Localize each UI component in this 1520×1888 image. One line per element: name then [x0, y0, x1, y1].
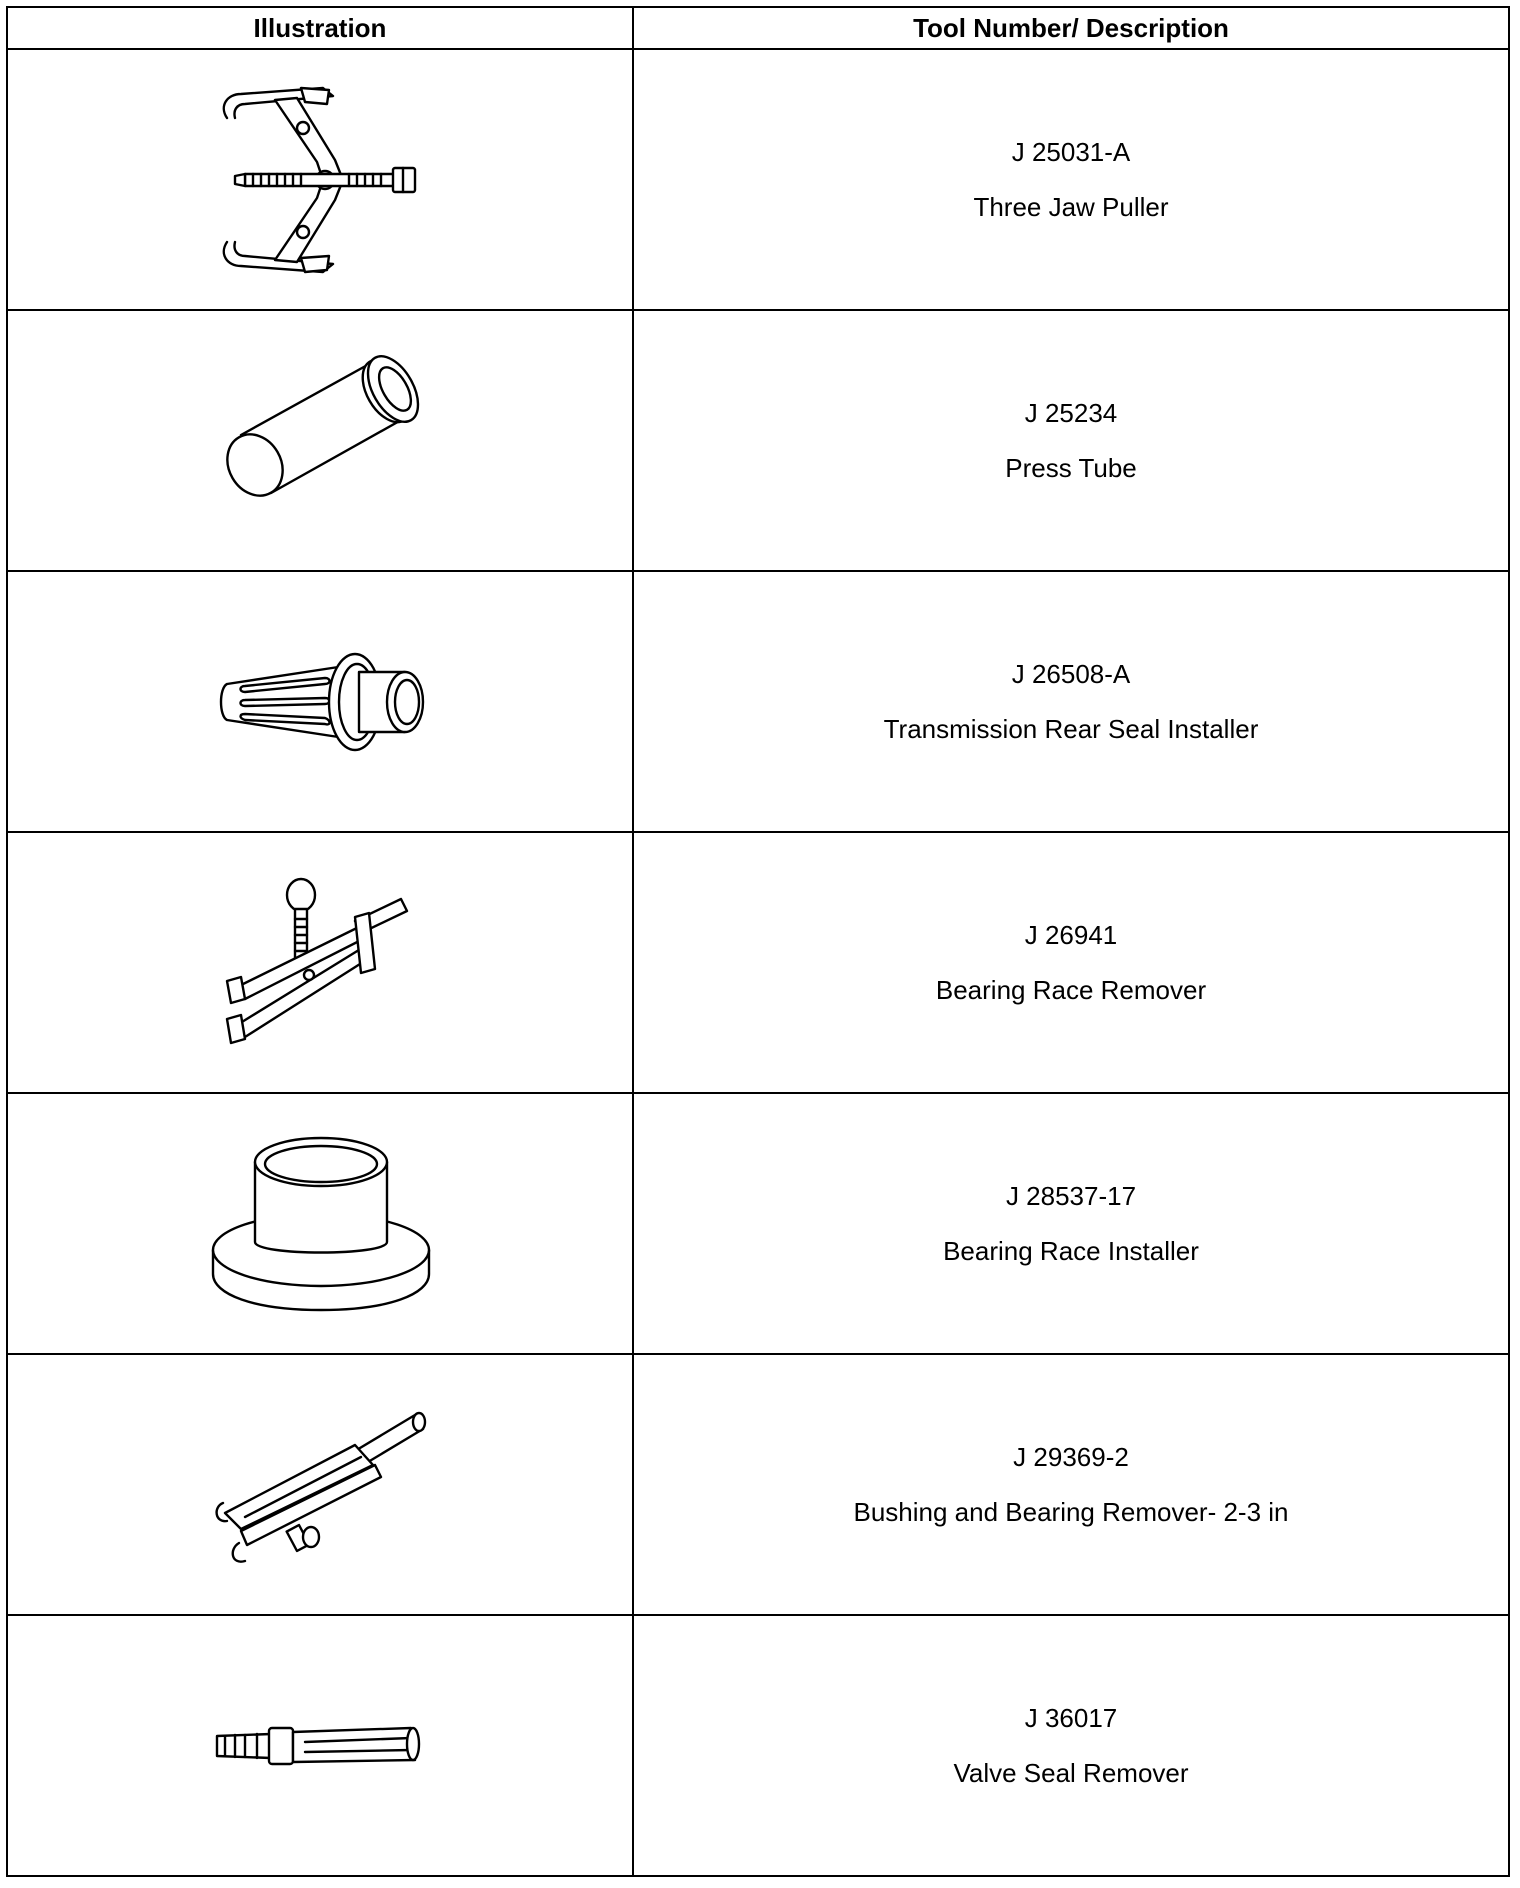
table-row: [7, 310, 1509, 571]
tool-number: J 28537-17: [1005, 1181, 1137, 1211]
table-row: [7, 832, 1509, 1093]
table-row: [7, 1615, 1509, 1876]
description-cell: [633, 310, 1509, 571]
illustration-cell: [7, 49, 633, 310]
tool-number: J 26941: [1024, 920, 1118, 950]
tool-description: Bearing Race Installer: [943, 1236, 1199, 1266]
tool-number: J 36017: [1024, 1703, 1118, 1733]
tool-description: Press Tube: [1005, 453, 1137, 483]
illustration-cell: [7, 1354, 633, 1615]
tool-number: J 26508-A: [1011, 659, 1131, 689]
header-tool-description: Tool Number/ Description: [633, 7, 1509, 49]
header-illustration: Illustration: [7, 7, 633, 49]
table-row: [7, 571, 1509, 832]
tool-description: Bearing Race Remover: [935, 975, 1207, 1005]
seal-installer-icon: [205, 642, 435, 762]
tool-description: Transmission Rear Seal Installer: [883, 714, 1259, 744]
tool-number: J 29369-2: [1013, 1442, 1129, 1472]
tool-number: J 25031-A: [1011, 137, 1131, 167]
tool-description: Valve Seal Remover: [953, 1758, 1189, 1788]
illustration-cell: [7, 832, 633, 1093]
tool-description: Bushing and Bearing Remover- 2-3 in: [853, 1497, 1289, 1527]
illustration-cell: [7, 1093, 633, 1354]
description-cell: [633, 49, 1509, 310]
table-row: [7, 1093, 1509, 1354]
bearing-race-remover-icon: [205, 873, 435, 1053]
description-cell: [633, 1354, 1509, 1615]
press-tube-icon: [205, 351, 435, 531]
description-cell: [633, 1093, 1509, 1354]
bearing-race-installer-icon: [205, 1124, 435, 1324]
illustration-cell: [7, 310, 633, 571]
table-row: [7, 49, 1509, 310]
three-jaw-puller-icon: [205, 80, 435, 280]
description-cell: [633, 1615, 1509, 1876]
illustration-cell: [7, 571, 633, 832]
header-row: [7, 7, 1509, 49]
tool-description: Three Jaw Puller: [973, 192, 1169, 222]
illustration-cell: [7, 1615, 633, 1876]
tool-number: J 25234: [1024, 398, 1118, 428]
valve-seal-remover-icon: [205, 1706, 435, 1786]
special-tools-table: [6, 6, 1510, 1877]
table-row: [7, 1354, 1509, 1615]
description-cell: [633, 571, 1509, 832]
description-cell: [633, 832, 1509, 1093]
bushing-remover-icon: [205, 1395, 435, 1575]
